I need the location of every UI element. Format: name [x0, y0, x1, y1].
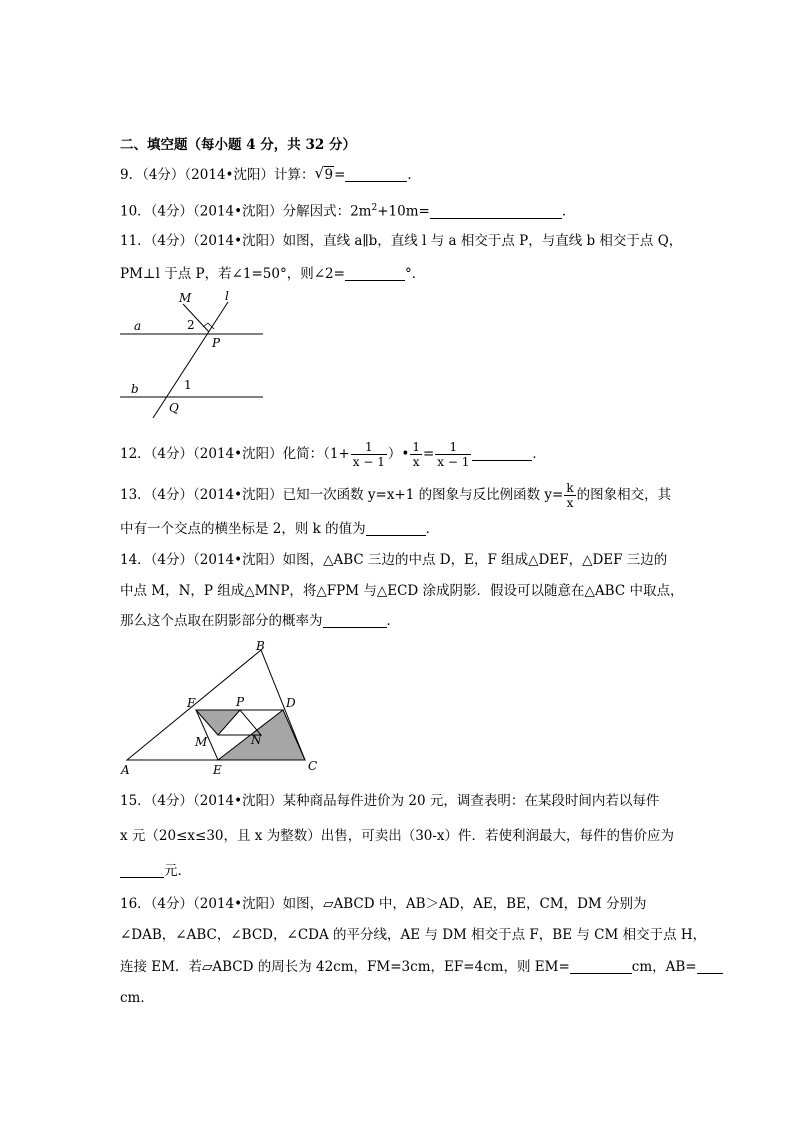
label-F: F	[187, 696, 196, 710]
q15-line3-suffix: 元．	[164, 863, 191, 879]
q13-line2-suffix: ．	[425, 521, 440, 537]
answer-blank-16-ab[interactable]	[697, 959, 723, 974]
q12-prefix: 12．（4分）（2014•沈阳）化简：（1+	[120, 446, 350, 462]
label-angle-2: 2	[187, 318, 195, 332]
question-11-line-1: 11．（4分）（2014•沈阳）如图，直线 a∥b，直线 l 与 a 相交于点 P，与直线 b 相交于点 Q，	[120, 233, 683, 249]
fraction-3-numerator: 1	[435, 440, 471, 455]
q10-prefix: 10．（4分）（2014•沈阳）分解因式：2m	[120, 203, 372, 220]
label-P: P	[236, 695, 245, 709]
question-14-line-2: 中点 M，N，P 组成△MNP，将△FPM 与△ECD 涂成阴影．假设可以随意在△ABC 中取点，	[120, 583, 684, 599]
shaded-triangle-fpm	[196, 710, 240, 735]
question-15-line-3	[120, 862, 191, 880]
label-M: M	[179, 291, 192, 305]
label-A: A	[121, 763, 130, 777]
fraction-2-numerator: 1	[412, 440, 420, 454]
answer-blank-15[interactable]	[120, 863, 164, 878]
label-M: M	[195, 735, 208, 749]
q11-line2-prefix: PM⊥l 于点 P，若∠1=50°，则∠2=	[120, 266, 345, 282]
q11-line2-suffix: °．	[404, 266, 426, 282]
label-l: l	[225, 290, 229, 303]
q12-close-paren: ）	[387, 446, 402, 462]
q14-line3-suffix: ．	[386, 613, 400, 629]
question-15-line-1: 15．（4分）（2014•沈阳）某种商品每件进价为 20 元，调查表明：在某段时间内若以每件	[120, 793, 660, 809]
label-B: B	[256, 640, 265, 653]
fraction-1-denominator: x − 1	[352, 455, 385, 469]
question-10	[120, 199, 575, 221]
q13-line2-prefix: 中有一个交点的横坐标是 2，则 k 的值为	[120, 521, 366, 537]
answer-blank-12[interactable]	[472, 446, 532, 461]
question-13-line-1	[120, 481, 671, 510]
question-16-line-2: ∠DAB，∠ABC，∠BCD，∠CDA 的平分线，AE 与 DM 相交于点 F，BE 与 CM 相交于点 H，	[120, 927, 707, 943]
fraction-k-denominator: x	[566, 496, 574, 510]
fraction-1	[351, 440, 387, 469]
label-N: N	[251, 733, 262, 747]
q12-suffix: ．	[532, 446, 546, 462]
fraction-k-numerator: k	[566, 481, 574, 495]
answer-blank-14[interactable]	[323, 613, 387, 628]
fraction-3-denominator: x − 1	[437, 455, 470, 469]
q13-line1-prefix: 13．（4分）（2014•沈阳）已知一次函数 y=x+1 的图象与反比例函数 y=	[120, 487, 564, 503]
label-b: b	[131, 382, 139, 396]
question-12	[120, 440, 546, 469]
question-13-line-2	[120, 520, 439, 538]
label-Q: Q	[169, 401, 179, 415]
q13-line1-suffix: 的图象相交，其	[576, 487, 672, 503]
answer-blank-16-em[interactable]	[570, 959, 632, 974]
question-9: 9．（4分）（2014•沈阳）计算： √ 9= ．	[120, 164, 421, 183]
q16-line3-mid: cm，AB=	[631, 959, 697, 975]
fraction-k-over-x	[564, 481, 575, 510]
answer-blank-9[interactable]	[345, 167, 407, 182]
label-C: C	[308, 759, 318, 773]
q16-line3-prefix: 连接 EM．若▱ABCD 的周长为 42cm，FM=3cm，EF=4cm，则 EM=	[120, 959, 570, 975]
q14-line3-prefix: 那么这个点取在阴影部分的概率为	[120, 613, 323, 629]
label-P: P	[212, 336, 221, 350]
fraction-3	[435, 440, 471, 469]
q9-suffix: ．	[407, 167, 421, 183]
label-a: a	[134, 319, 142, 333]
fraction-1-numerator: 1	[351, 440, 387, 455]
q9-prefix: 9．（4分）（2014•沈阳）计算：	[120, 167, 315, 183]
question-14-line-1: 14．（4分）（2014•沈阳）如图，△ABC 三边的中点 D，E，F 组成△DEF，△DEF 三边的	[120, 552, 668, 568]
label-D: D	[286, 696, 296, 710]
q10-suffix: ．	[561, 203, 576, 220]
answer-blank-13[interactable]	[366, 521, 426, 536]
fraction-2-denominator: x	[412, 455, 420, 469]
question-16-line-1: 16．（4分）（2014•沈阳）如图，▱ABCD 中，AB＞AD，AE，BE，CM，DM 分别为	[120, 896, 647, 912]
answer-blank-11[interactable]	[345, 266, 405, 281]
question-14-line-3	[120, 612, 400, 630]
question-11-line-2	[120, 265, 425, 283]
label-E: E	[213, 763, 222, 777]
sqrt-expression: √ 9	[314, 164, 334, 183]
q10-exponent: 2	[371, 203, 378, 213]
parallel-lines-figure	[115, 290, 275, 420]
q9-radicand: 9	[324, 167, 334, 183]
triangle-figure	[115, 640, 325, 780]
section-heading: 二、填空题（每小题 4 分，共 32 分）	[120, 137, 356, 153]
question-15-line-2: x 元（20≤x≤30，且 x 为整数）出售，可卖出（30-x）件．若使利润最大，每件的售价应为	[120, 828, 675, 844]
q10-mid: +10m=	[377, 203, 430, 220]
fraction-2	[410, 440, 422, 469]
label-angle-1: 1	[184, 378, 192, 392]
q12-equals: =	[422, 446, 435, 462]
answer-blank-10[interactable]	[430, 204, 562, 219]
question-16-line-3	[120, 958, 723, 976]
q12-dot: •	[401, 446, 410, 462]
question-16-line-4: cm．	[120, 990, 154, 1006]
